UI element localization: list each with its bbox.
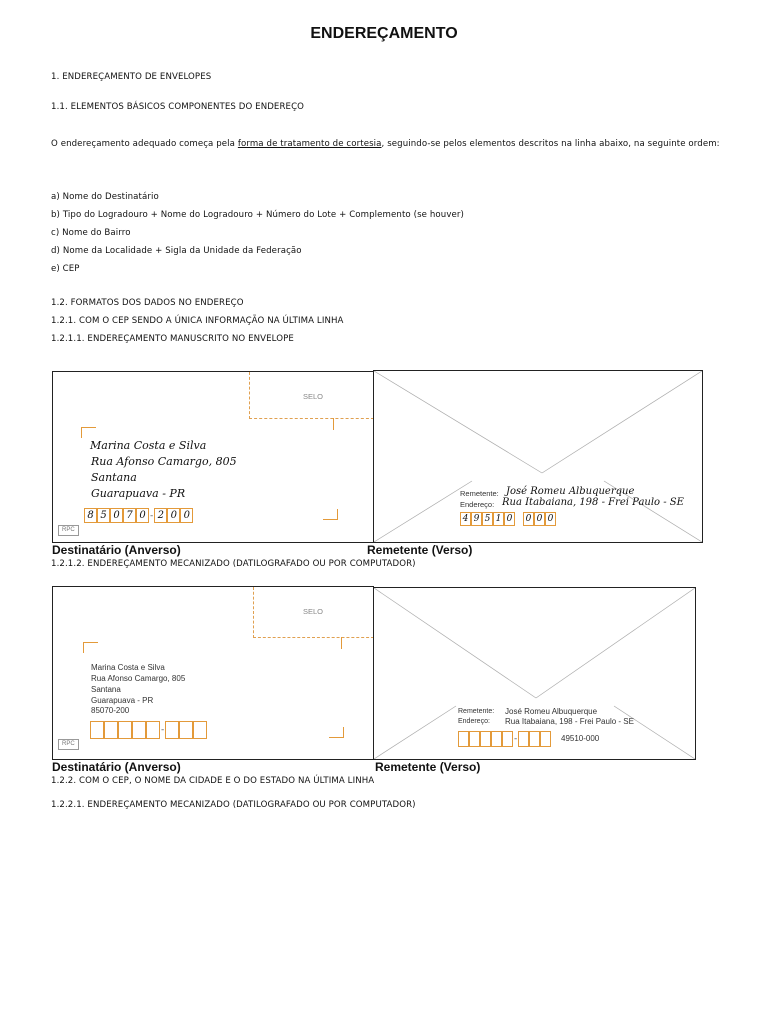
cep-digit: 4 bbox=[460, 512, 471, 526]
envelope-front-handwritten bbox=[52, 371, 374, 543]
intro-text-start: O endereçamento adequado começa pela bbox=[51, 139, 238, 149]
stamp-label: SELO bbox=[303, 607, 324, 616]
cep-digit: 5 bbox=[482, 512, 493, 526]
recipient-cep-boxes bbox=[90, 721, 207, 739]
intro-text-end: , seguindo-se pelos elementos descritos na linha abaixo, na seguinte ordem: bbox=[381, 139, 720, 149]
cep-box-cell bbox=[118, 721, 132, 739]
corner-mark-top-left bbox=[83, 642, 98, 653]
address-label: Endereço: bbox=[458, 718, 490, 725]
cep-box-cell bbox=[90, 721, 104, 739]
cep-digit: 1 bbox=[493, 512, 504, 526]
list-item-c: c) Nome do Bairro bbox=[51, 228, 131, 238]
section-1-2-2-heading: 1.2.2. COM O CEP, O NOME DA CIDADE E O DO ESTADO NA ÚLTIMA LINHA bbox=[51, 776, 375, 786]
cep-digit: 0 bbox=[110, 508, 123, 523]
section-1-2-1-1-heading: 1.2.1.1. ENDEREÇAMENTO MANUSCRITO NO ENVELOPE bbox=[51, 334, 294, 344]
caption-back-1: Remetente (Verso) bbox=[367, 543, 473, 557]
list-item-d: d) Nome da Localidade + Sigla da Unidade da Federação bbox=[51, 246, 302, 256]
sender-label: Remetente: bbox=[458, 708, 495, 715]
intro-paragraph bbox=[51, 139, 720, 149]
cep-box-cell bbox=[491, 731, 502, 747]
sender-cep: 49510-000 bbox=[561, 734, 600, 743]
cep-digit: 0 bbox=[534, 512, 545, 526]
cep-digit: 7 bbox=[123, 508, 136, 523]
list-item-b: b) Tipo do Logradouro + Nome do Logradouro + Número do Lote + Complemento (se houver) bbox=[51, 210, 464, 220]
cep-box-cell bbox=[540, 731, 551, 747]
cep-box-cell bbox=[502, 731, 513, 747]
section-1-2-1-heading: 1.2.1. COM O CEP SENDO A ÚNICA INFORMAÇÃO NA ÚLTIMA LINHA bbox=[51, 316, 344, 326]
sender-label: Remetente: bbox=[460, 489, 499, 498]
envelope-back-typed bbox=[373, 587, 696, 760]
recipient-name: Marina Costa e Silva bbox=[90, 439, 207, 452]
cep-box-cell bbox=[146, 721, 160, 739]
caption-front-2: Destinatário (Anverso) bbox=[52, 760, 181, 774]
corner-mark-bottom-right bbox=[329, 727, 344, 738]
section-1-2-2-1-heading: 1.2.2.1. ENDEREÇAMENTO MECANIZADO (DATILOGRAFADO OU POR COMPUTADOR) bbox=[51, 800, 416, 810]
address-label: Endereço: bbox=[460, 500, 495, 509]
cep-digit: 0 bbox=[136, 508, 149, 523]
recipient-city: Guarapuava - PR bbox=[91, 487, 186, 500]
recipient-cep-boxes bbox=[84, 508, 193, 523]
cortesia-link[interactable]: forma de tratamento de cortesia bbox=[237, 139, 382, 149]
cep-digit: 0 bbox=[523, 512, 534, 526]
section-1-1-heading: 1.1. ELEMENTOS BÁSICOS COMPONENTES DO ENDEREÇO bbox=[51, 102, 305, 112]
cep-digit: 9 bbox=[471, 512, 482, 526]
envelope-back-handwritten bbox=[373, 370, 703, 543]
sender-name: José Romeu Albuquerque bbox=[506, 486, 635, 497]
cep-digit: 0 bbox=[180, 508, 193, 523]
sender-address: Rua Itabaiana, 198 - Frei Paulo - SE bbox=[502, 497, 684, 508]
recipient-neighborhood: Santana bbox=[91, 685, 121, 694]
list-item-a: a) Nome do Destinatário bbox=[51, 192, 159, 202]
corner-mark-top-right bbox=[331, 637, 342, 649]
recipient-neighborhood: Santana bbox=[91, 471, 137, 484]
envelope-front-typed bbox=[52, 586, 374, 760]
cep-box-cell bbox=[179, 721, 193, 739]
cep-digit: 0 bbox=[167, 508, 180, 523]
caption-front-1: Destinatário (Anverso) bbox=[52, 543, 181, 557]
cep-digit: 0 bbox=[504, 512, 515, 526]
cep-box-cell bbox=[193, 721, 207, 739]
cep-box-cell bbox=[104, 721, 118, 739]
sender-cep-boxes bbox=[458, 731, 551, 747]
cep-digit: 8 bbox=[84, 508, 97, 523]
rpc-mark: RPC bbox=[58, 739, 79, 750]
section-1-2-heading: 1.2. FORMATOS DOS DADOS NO ENDEREÇO bbox=[51, 298, 244, 308]
cep-separator: - bbox=[514, 734, 518, 744]
cep-box-cell bbox=[529, 731, 540, 747]
sender-cep-boxes bbox=[460, 512, 556, 526]
cep-box-cell bbox=[458, 731, 469, 747]
stamp-label: SELO bbox=[303, 392, 324, 401]
rpc-mark: RPC bbox=[58, 525, 79, 536]
cep-box-cell bbox=[165, 721, 179, 739]
cep-box-cell bbox=[480, 731, 491, 747]
corner-mark-top-right bbox=[323, 418, 334, 430]
section-1-heading: 1. ENDEREÇAMENTO DE ENVELOPES bbox=[51, 72, 212, 82]
sender-address: Rua Itabaiana, 198 - Frei Paulo - SE bbox=[505, 717, 634, 726]
corner-mark-bottom-right bbox=[323, 509, 338, 520]
recipient-street: Rua Afonso Camargo, 805 bbox=[91, 455, 237, 468]
cep-box-cell bbox=[132, 721, 146, 739]
section-1-2-1-2-heading: 1.2.1.2. ENDEREÇAMENTO MECANIZADO (DATILOGRAFADO OU POR COMPUTADOR) bbox=[51, 559, 416, 569]
recipient-name: Marina Costa e Silva bbox=[91, 663, 165, 672]
recipient-street: Rua Afonso Camargo, 805 bbox=[91, 674, 186, 683]
corner-mark-top-left bbox=[81, 427, 96, 438]
cep-digit: 2 bbox=[154, 508, 167, 523]
cep-separator: - bbox=[150, 510, 154, 521]
cep-box-cell bbox=[518, 731, 529, 747]
page-title: ENDEREÇAMENTO bbox=[310, 25, 458, 42]
cep-digit: 0 bbox=[545, 512, 556, 526]
sender-name: José Romeu Albuquerque bbox=[505, 707, 598, 716]
list-item-e: e) CEP bbox=[51, 264, 80, 274]
cep-box-cell bbox=[469, 731, 480, 747]
cep-digit: 5 bbox=[97, 508, 110, 523]
recipient-cep: 85070-200 bbox=[91, 706, 130, 715]
cep-separator: - bbox=[161, 725, 165, 735]
recipient-city: Guarapuava - PR bbox=[91, 696, 154, 705]
caption-back-2: Remetente (Verso) bbox=[375, 760, 481, 774]
